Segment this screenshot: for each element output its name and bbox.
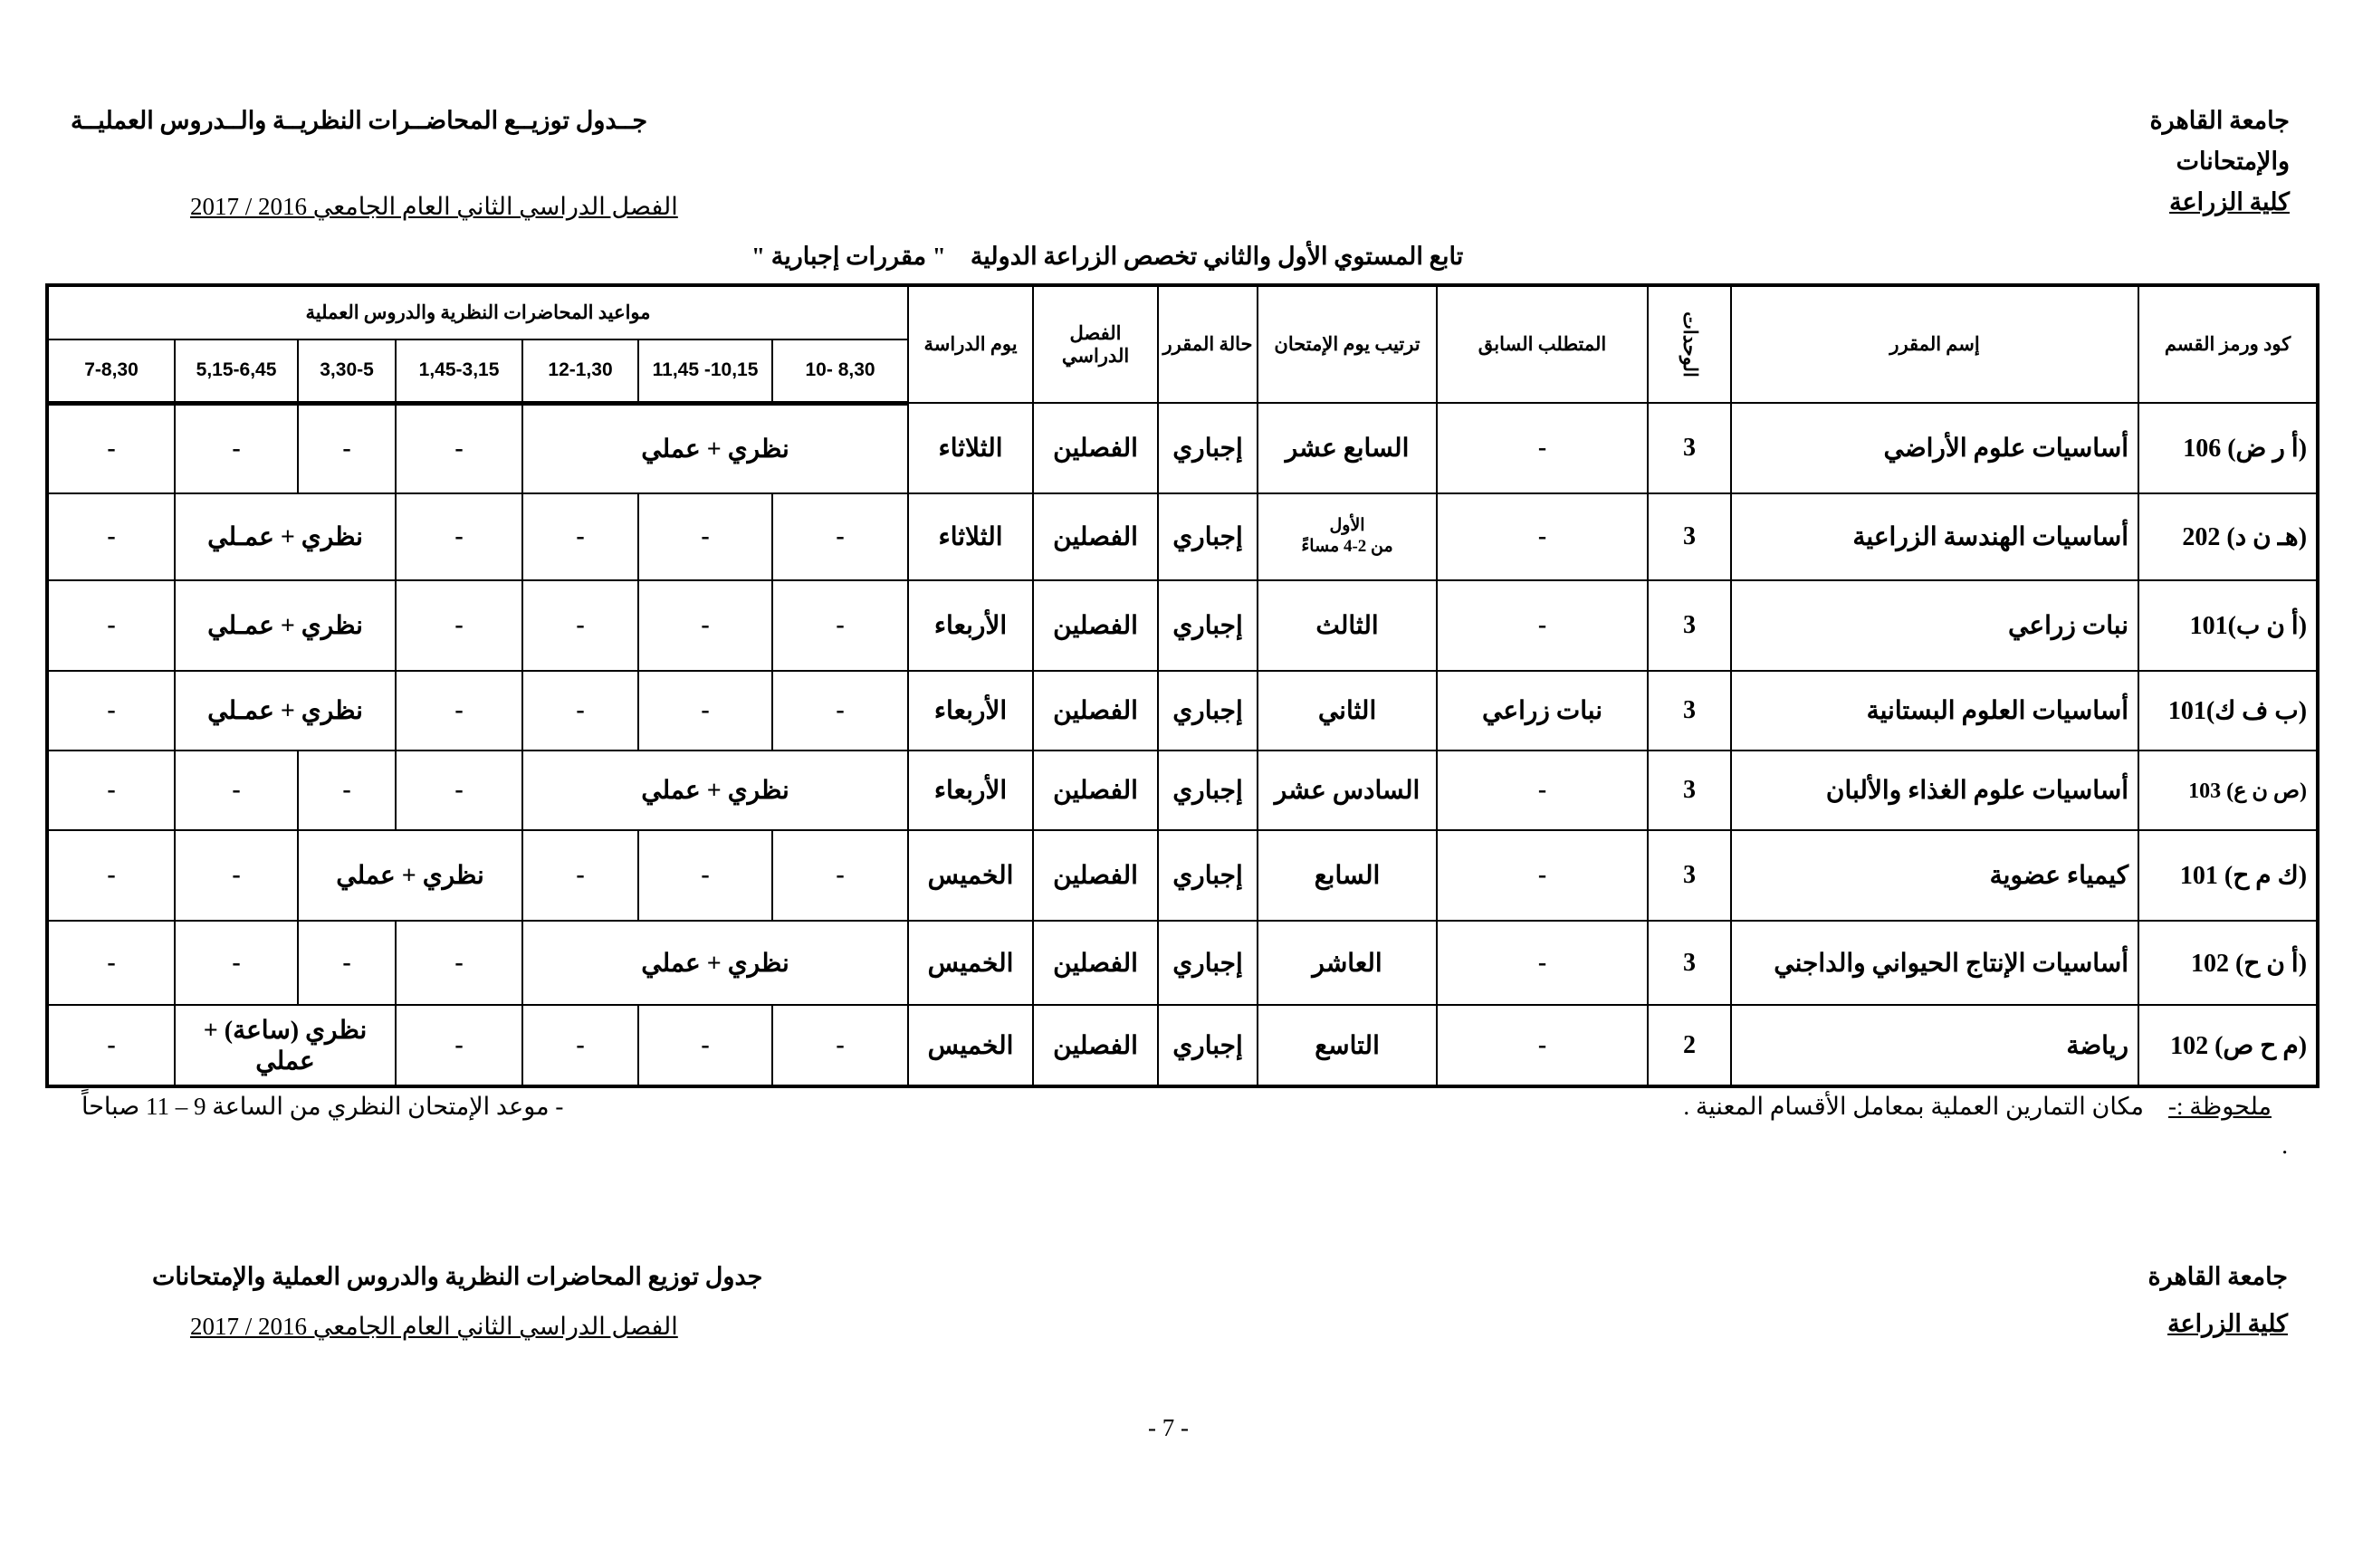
time-slot: - [175,403,298,493]
course-status: إجباري [1158,403,1258,493]
course-units: 3 [1648,671,1731,751]
time-slot: نظري + عمـلي [175,493,396,580]
course-code: (ص ن ع) 103 [2138,751,2318,830]
course-status: إجباري [1158,751,1258,830]
time-slot: نظري + عمـلي [175,580,396,671]
course-day: الثلاثاء [908,403,1033,493]
time-slot: - [772,671,908,751]
course-day: الأربعاء [908,671,1033,751]
time-slot: - [396,493,522,580]
course-status: إجباري [1158,493,1258,580]
course-exam-order: الثاني [1258,671,1437,751]
time-slot: - [522,671,638,751]
exams-label: والإمتحانات [2176,148,2290,175]
course-prereq: - [1437,403,1648,493]
course-units: 3 [1648,921,1731,1005]
table-row [47,580,2318,671]
table-row [47,921,2318,1005]
course-units: 3 [1648,493,1731,580]
time-slot: نظري + عملي [522,403,908,493]
course-prereq: - [1437,830,1648,921]
header-exam-order: ترتيب يوم الإمتحان [1258,285,1437,403]
course-exam-order: السابع عشر [1258,403,1437,493]
section-tag: " مقررات إجبارية " [751,243,946,270]
note [1683,1093,2272,1121]
course-name: أساسيات العلوم البستانية [1731,671,2138,751]
time-slot: نظري + عملي [522,751,908,830]
time-slot: - [175,751,298,830]
table-row [47,493,2318,580]
course-day: الخميس [908,830,1033,921]
time-slot: - [47,1005,175,1086]
course-semester: الفصلين [1033,830,1158,921]
course-exam-order: التاسع [1258,1005,1437,1086]
schedule-title: جــدول توزيــع المحاضــرات النظريــة والــدروس العمليــة [71,107,648,134]
time-slot: - [522,493,638,580]
course-code: (أ ن ب)101 [2138,580,2318,671]
time-slot: - [772,580,908,671]
course-exam-order: الثالث [1258,580,1437,671]
time-slot: - [772,830,908,921]
course-name: أساسيات علوم الغذاء والألبان [1731,751,2138,830]
course-name: أساسيات الهندسة الزراعية [1731,493,2138,580]
time-slot: - [175,921,298,1005]
course-prereq: - [1437,580,1648,671]
course-code: (ك م ح) 101 [2138,830,2318,921]
course-exam-order: السادس عشر [1258,751,1437,830]
time-slot: - [638,493,772,580]
course-name: كيمياء عضوية [1731,830,2138,921]
header-row-1 [47,285,2318,339]
time-slot: - [396,1005,522,1086]
time-slot: - [298,751,396,830]
header-course-name: إسم المقرر [1731,285,2138,403]
header-units-text: الوحدات [1679,311,1701,378]
course-day: الثلاثاء [908,493,1033,580]
bottom-faculty-name: كلية الزراعة [2167,1310,2288,1337]
course-name: أساسيات الإنتاج الحيواني والداجني [1731,921,2138,1005]
header-slot: 1,45-3,15 [396,339,522,403]
course-status: إجباري [1158,671,1258,751]
time-slot: - [638,580,772,671]
university-name: جامعة القاهرة [2149,107,2290,134]
course-code: (هـ ن د) 202 [2138,493,2318,580]
section-title-text: تابع المستوي الأول والثاني تخصص الزراعة الدولية [970,243,1464,270]
semester-label: الفصل الدراسي الثاني العام الجامعي 2016 / 2017 [190,193,678,220]
course-exam-order: الأول من 2-4 مساءً [1258,493,1437,580]
time-slot: - [638,830,772,921]
course-day: الخميس [908,1005,1033,1086]
header-slot: 7-8,30 [47,339,175,403]
course-day: الخميس [908,921,1033,1005]
course-code: (م ح ص) 102 [2138,1005,2318,1086]
note-label: ملحوظة :- [2168,1093,2272,1120]
header-slot: 12-1,30 [522,339,638,403]
time-slot: - [47,830,175,921]
header-units [1648,285,1731,403]
course-semester: الفصلين [1033,580,1158,671]
time-slot: - [175,830,298,921]
header-prereq: المتطلب السابق [1437,285,1648,403]
time-slot: - [47,493,175,580]
schedule-table [45,283,2320,1088]
header-slot: 5,15-6,45 [175,339,298,403]
course-units: 3 [1648,580,1731,671]
course-name: نبات زراعي [1731,580,2138,671]
course-exam-order: العاشر [1258,921,1437,1005]
time-slot: - [522,1005,638,1086]
time-slot: - [396,751,522,830]
note-location: مكان التمارين العملية بمعامل الأقسام المعنية . [1683,1093,2144,1120]
course-code: (أ ر ض) 106 [2138,403,2318,493]
course-prereq: نبات زراعي [1437,671,1648,751]
table-row [47,751,2318,830]
note-exam-time: - موعد الإمتحان النظري من الساعة 9 – 11 صباحاً [81,1093,564,1120]
bottom-semester-label: الفصل الدراسي الثاني العام الجامعي 2016 / 2017 [190,1313,678,1340]
course-semester: الفصلين [1033,1005,1158,1086]
course-exam-order: السابع [1258,830,1437,921]
faculty-name: كلية الزراعة [2169,188,2290,215]
table-row [47,671,2318,751]
time-slot: - [47,921,175,1005]
time-slot: - [47,671,175,751]
header-status: حالة المقرر [1158,285,1258,403]
time-slot: - [396,580,522,671]
course-status: إجباري [1158,921,1258,1005]
time-slot: - [772,1005,908,1086]
course-units: 2 [1648,1005,1731,1086]
time-slot: - [298,403,396,493]
table-row [47,403,2318,493]
page-number: - 7 - [1148,1414,1189,1441]
time-slot: - [396,921,522,1005]
course-semester: الفصلين [1033,403,1158,493]
time-slot: - [47,580,175,671]
course-units: 3 [1648,830,1731,921]
course-semester: الفصلين [1033,493,1158,580]
time-slot: - [638,1005,772,1086]
time-slot: - [522,580,638,671]
course-status: إجباري [1158,1005,1258,1086]
header-semester: الفصل الدراسي [1033,285,1158,403]
time-slot: نظري (ساعة) + عملي [175,1005,396,1086]
course-code: (أ ن ح) 102 [2138,921,2318,1005]
course-status: إجباري [1158,830,1258,921]
course-status: إجباري [1158,580,1258,671]
course-prereq: - [1437,921,1648,1005]
time-slot: - [522,830,638,921]
time-slot: - [47,751,175,830]
bottom-university-name: جامعة القاهرة [2147,1263,2288,1290]
time-slot: - [638,671,772,751]
course-prereq: - [1437,1005,1648,1086]
course-name: أساسيات علوم الأراضي [1731,403,2138,493]
time-slot: - [396,403,522,493]
time-slot: - [47,403,175,493]
course-semester: الفصلين [1033,671,1158,751]
header-slot: 8,30 -10 [772,339,908,403]
header-code: كود ورمز القسم [2138,285,2318,403]
time-slot: نظري + عملي [298,830,522,921]
time-slot: نظري + عمـلي [175,671,396,751]
header-day: يوم الدراسة [908,285,1033,403]
time-slot: نظري + عملي [522,921,908,1005]
course-units: 3 [1648,751,1731,830]
header-slot: 10,15- 11,45 [638,339,772,403]
header-slot: 3,30-5 [298,339,396,403]
section-title [751,243,1463,271]
time-slot: - [396,671,522,751]
header-times-group: مواعيد المحاضرات النظرية والدروس العملية [47,285,908,339]
time-slot: - [772,493,908,580]
course-code: (ب ف ك)101 [2138,671,2318,751]
course-day: الأربعاء [908,751,1033,830]
table-row [47,830,2318,921]
course-semester: الفصلين [1033,751,1158,830]
course-day: الأربعاء [908,580,1033,671]
table-row [47,1005,2318,1086]
course-units: 3 [1648,403,1731,493]
course-prereq: - [1437,493,1648,580]
note-dot: . [2281,1132,2288,1159]
time-slot: - [298,921,396,1005]
course-name: رياضة [1731,1005,2138,1086]
bottom-schedule-title: جدول توزيع المحاضرات النظرية والدروس العملية والإمتحانات [152,1263,763,1290]
course-semester: الفصلين [1033,921,1158,1005]
course-prereq: - [1437,751,1648,830]
